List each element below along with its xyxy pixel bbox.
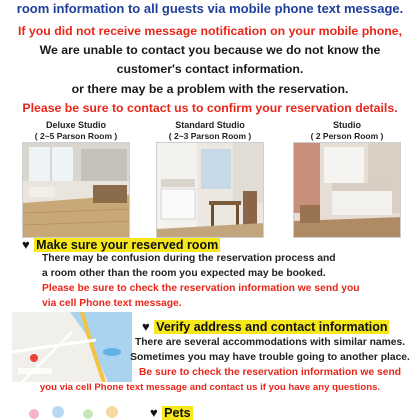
room-photo-standard <box>156 142 264 238</box>
room-name: Deluxe Studio <box>45 120 106 130</box>
room-card-deluxe <box>22 120 130 142</box>
room-capacity: ( 2 Person Room ) <box>310 131 384 141</box>
room-photo-deluxe <box>22 142 130 238</box>
reserved-line-1: There may be confusion during the reservation process and <box>42 253 336 264</box>
room-capacity: ( 2~3 Parson Room ) <box>168 131 252 141</box>
header-line-2: If you did not receive message notification on your mobile phone, <box>18 24 402 38</box>
heart-icon: ♥ <box>22 237 30 252</box>
room-name: Standard Studio <box>175 120 245 130</box>
header-line-1: room information to all guests via mobile phone text message. <box>16 1 404 16</box>
header-line-4: customer's contact information. <box>116 62 304 76</box>
header-line-3: We are unable to contact you because we do not know the <box>39 43 381 57</box>
address-line-2: Sometimes you may have trouble going to another place. <box>130 352 410 363</box>
reserved-red-line-1: Please be sure to check the reservation information we send you <box>42 283 360 294</box>
pets-illustration <box>14 400 134 420</box>
address-line-1: There are several accommodations with similar names. <box>134 337 406 348</box>
room-photo-studio <box>293 142 401 238</box>
room-name: Studio <box>333 120 361 130</box>
address-heading <box>142 318 389 336</box>
address-heading-text: Verify address and contact information <box>156 320 388 334</box>
reserved-line-2: a room other than the room you expected may be booked. <box>42 268 326 279</box>
header-line-6: Please be sure to contact us to confirm your reservation details. <box>22 101 398 115</box>
heart-icon: ♥ <box>142 319 150 334</box>
heart-icon: ♥ <box>150 405 158 420</box>
address-red-line-1: Be sure to check the reservation information we send <box>138 367 402 378</box>
room-capacity: ( 2~5 Parson Room ) <box>34 131 118 141</box>
pets-heading-text: Pets <box>164 406 191 420</box>
address-red-line-2: you via cell Phone text message and contact us if you have any questions. <box>39 382 381 393</box>
pets-heading <box>150 404 193 420</box>
room-card-studio <box>293 120 401 142</box>
room-card-standard <box>156 120 264 142</box>
header-line-5: or there may be a problem with the reservation. <box>71 82 349 96</box>
reserved-red-line-2: via cell Phone text message. <box>42 298 182 309</box>
reserved-room-heading-text: Make sure your reserved room <box>36 238 219 252</box>
